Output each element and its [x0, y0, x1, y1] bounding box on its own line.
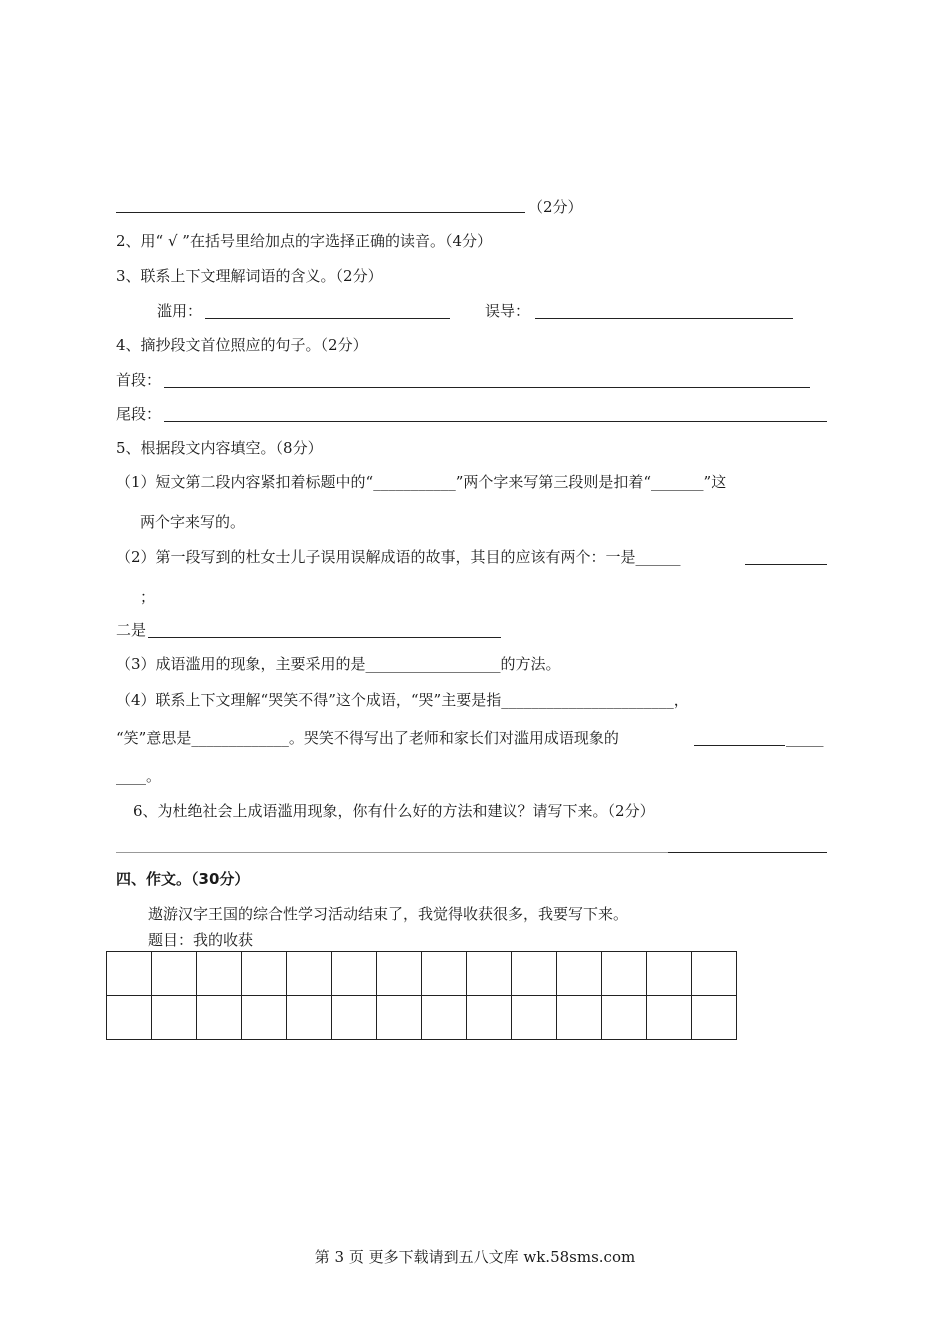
q4-label-first: 首段：: [116, 371, 162, 389]
q5-p2-label-two: 二是: [116, 621, 147, 639]
grid-cell[interactable]: [647, 996, 692, 1040]
grid-cell[interactable]: [602, 952, 647, 996]
q5-p1-line2: 两个字来写的。: [140, 513, 246, 531]
grid-cell[interactable]: [467, 996, 512, 1040]
composition-grid[interactable]: [106, 951, 737, 1040]
q1-score: （2分）: [528, 198, 583, 216]
grid-cell[interactable]: [332, 952, 377, 996]
q5-p4-line1: （4）联系上下文理解“哭笑不得”这个成语，“哭”主要是指_______________________，: [116, 691, 689, 709]
q5-p4-line3: ____。: [116, 767, 162, 785]
q4-label-last: 尾段：: [116, 405, 162, 423]
q5-p2-line1: （2）第一段写到的杜女士儿子误用误解成语的故事，其目的应该有两个：一是______: [116, 548, 681, 566]
section4-topic: 题目：我的收获: [148, 931, 254, 949]
q5-p2-semicolon: ；: [140, 588, 156, 606]
q5-text: 5、根据段文内容填空。（8分）: [116, 439, 323, 457]
grid-cell[interactable]: [692, 996, 737, 1040]
grid-cell[interactable]: [467, 952, 512, 996]
q3-lanyong-line[interactable]: [205, 318, 450, 319]
q5-p2-one-line[interactable]: [745, 564, 827, 565]
q4-text: 4、摘抄段文首位照应的句子。（2分）: [116, 336, 368, 354]
grid-cell[interactable]: [422, 952, 467, 996]
q6-answer-line-faint[interactable]: [116, 852, 668, 853]
grid-cell[interactable]: [602, 996, 647, 1040]
q3-label-wudao: 误导：: [485, 302, 531, 320]
grid-cell[interactable]: [557, 996, 602, 1040]
grid-cell[interactable]: [377, 996, 422, 1040]
grid-cell[interactable]: [242, 952, 287, 996]
grid-cell[interactable]: [197, 996, 242, 1040]
q4-last-line[interactable]: [164, 421, 827, 422]
grid-cell[interactable]: [197, 952, 242, 996]
q3-label-lanyong: 滥用：: [157, 302, 203, 320]
grid-cell[interactable]: [107, 952, 152, 996]
q5-p4-phenomenon-line[interactable]: [694, 745, 785, 746]
grid-cell[interactable]: [287, 952, 332, 996]
q5-p4-line2-tail: _____: [786, 729, 824, 747]
q5-p2-two-line[interactable]: [148, 637, 501, 638]
grid-cell[interactable]: [557, 952, 602, 996]
grid-cell[interactable]: [512, 952, 557, 996]
q4-first-line[interactable]: [164, 387, 810, 388]
q5-p1-line1: （1）短文第二段内容紧扣着标题中的“___________”两个字来写第三段则是扣着“_______”这: [116, 473, 727, 491]
q5-p3: （3）成语滥用的现象，主要采用的是__________________的方法。: [116, 655, 561, 673]
grid-cell[interactable]: [512, 996, 557, 1040]
q3-wudao-line[interactable]: [535, 318, 793, 319]
grid-cell[interactable]: [422, 996, 467, 1040]
q1-answer-line[interactable]: [116, 212, 525, 213]
grid-cell[interactable]: [152, 996, 197, 1040]
q5-p4-line2: “笑”意思是_____________。哭笑不得写出了老师和家长们对滥用成语现象的: [116, 729, 619, 747]
page-footer: 第 3 页 更多下载请到五八文库 wk.58sms.com: [314, 1248, 636, 1266]
grid-cell[interactable]: [377, 952, 422, 996]
section4-intro: 遨游汉字王国的综合性学习活动结束了，我觉得收获很多，我要写下来。: [148, 905, 629, 923]
grid-cell[interactable]: [107, 996, 152, 1040]
grid-row: [107, 952, 737, 996]
grid-cell[interactable]: [287, 996, 332, 1040]
grid-cell[interactable]: [332, 996, 377, 1040]
q6-text: 6、为杜绝社会上成语滥用现象，你有什么好的方法和建议？请写下来。（2分）: [133, 802, 655, 820]
grid-row: [107, 996, 737, 1040]
q3-text: 3、联系上下文理解词语的含义。（2分）: [116, 267, 383, 285]
q2-text: 2、用“ √ ”在括号里给加点的字选择正确的读音。（4分）: [116, 232, 493, 250]
section4-title: 四、作文。（30分）: [116, 870, 250, 888]
q6-answer-line[interactable]: [668, 852, 827, 853]
grid-cell[interactable]: [692, 952, 737, 996]
grid-cell[interactable]: [647, 952, 692, 996]
grid-cell[interactable]: [242, 996, 287, 1040]
grid-cell[interactable]: [152, 952, 197, 996]
